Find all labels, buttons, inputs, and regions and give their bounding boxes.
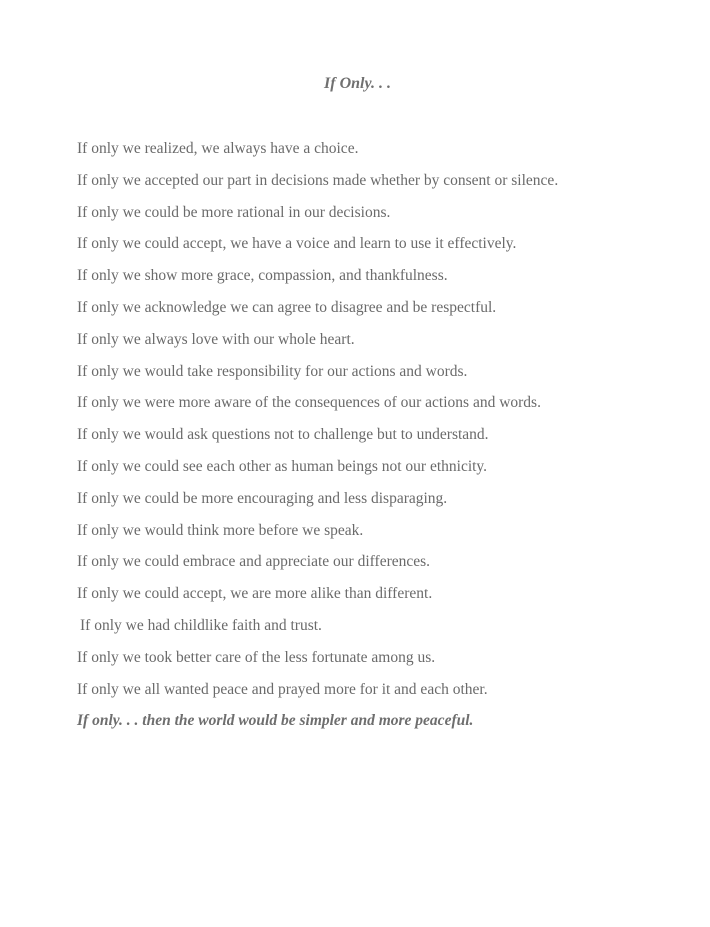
poem-line: If only we all wanted peace and prayed more for it and each other. [77, 680, 488, 698]
poem-line: If only we could embrace and appreciate our differences. [77, 553, 431, 571]
poem-line: If only we could be more rational in our decisions. [77, 203, 391, 221]
poem-line: If only we could be more encouraging and less disparaging. [77, 489, 448, 507]
poem-line: If only we would take responsibility for our actions and words. [77, 362, 468, 380]
poem-line: If only we had childlike faith and trust. [80, 616, 322, 634]
poem-line: If only we were more aware of the consequences of our actions and words. [77, 394, 541, 412]
poem-line: If only we could accept, we are more alike than different. [77, 585, 433, 603]
poem-line: If only we could accept, we have a voice and learn to use it effectively. [77, 235, 517, 253]
poem-line: If only we show more grace, compassion, and thankfulness. [77, 267, 448, 285]
poem-title: If Only. . . [324, 75, 391, 92]
poem-line: If only we accepted our part in decisions made whether by consent or silence. [77, 171, 559, 189]
poem-line: If only we took better care of the less fortunate among us. [77, 648, 436, 666]
poem-closing-line: If only. . . then the world would be simpler and more peaceful. [77, 712, 474, 730]
poem-line: If only we realized, we always have a choice. [77, 140, 359, 157]
poem-line: If only we would think more before we speak. [77, 521, 364, 539]
poem-lines [77, 139, 558, 743]
poem-line: If only we could see each other as human beings not our ethnicity. [77, 457, 488, 475]
poem-line: If only we would ask questions not to challenge but to understand. [77, 426, 489, 444]
poem-line: If only we always love with our whole heart. [77, 330, 355, 348]
poem-line: If only we acknowledge we can agree to disagree and be respectful. [77, 298, 497, 316]
